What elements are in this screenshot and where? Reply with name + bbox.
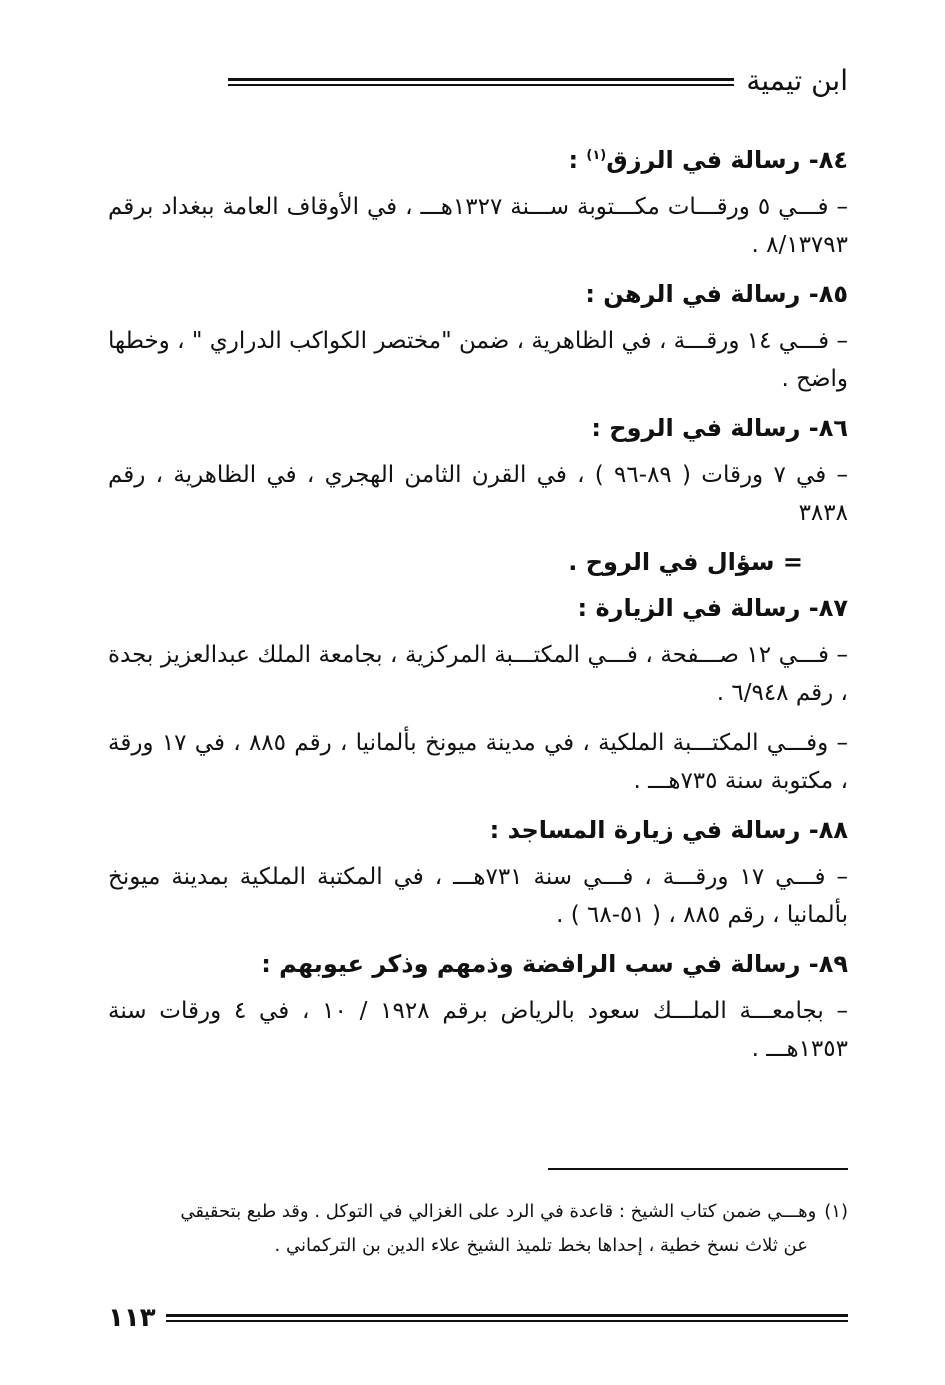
entry-heading: ٨٧- رسالة في الزيارة : [577,594,848,622]
footnote [108,1195,848,1263]
entry-text: – في ٧ ورقات ( ٨٩-٩٦ ) ، في القرن الثامن الهجري ، في الظاهرية ، رقم ٣٨٣٨ [108,462,848,526]
entry-text: – فـــي ٥ ورقـــات مكـــتوبة ســـنة ١٣٢٧هـــ ، في الأوقاف العامة ببغداد برقم ٨/١٣٧٩٣ . [108,194,848,258]
entry-heading: ٨٥- رسالة في الرهن : [585,280,848,308]
footnote-number: (١) [824,1201,848,1222]
cross-reference-heading: = سؤال في الروح . [568,548,803,576]
entry-text: – وفـــي المكتـــبة الملكية ، في مدينة ميونخ بألمانيا ، رقم ٨٨٥ ، في ١٧ ورقة ، مكتوبة سنة ٧٣٥هـــ . [108,730,848,794]
header-rule [228,78,734,86]
footnote-separator [548,1168,848,1170]
entry-heading: ٨٦- رسالة في الروح : [591,414,848,442]
page-footer [108,1298,848,1338]
entry-text: – فـــي ١٧ ورقـــة ، فـــي سنة ٧٣١هـــ ، في المكتبة الملكية بمدينة ميونخ بألمانيا ، رقم ٨٨٥ ، ( ٥١-٦٨ ) . [108,864,848,928]
entry-87 [108,590,848,800]
entry-88 [108,812,848,934]
entry-text: – فـــي ١٤ ورقـــة ، في الظاهرية ، ضمن "مختصر الكواكب الدراري " ، وخطها واضح . [107,328,848,392]
footer-rule [166,1314,848,1322]
page-number: ١١٣ [108,1303,156,1333]
entry-heading: ٨٩- رسالة في سب الرافضة وذمهم وذكر عيوبهم : [261,950,848,978]
entry-heading: ٨٨- رسالة في زيارة المساجد : [489,816,848,844]
entry-text: – فـــي ١٢ صـــفحة ، فـــي المكتـــبة المركزية ، بجامعة الملك عبدالعزيز بجدة ، رقم ٦/٩٤٨ . [108,642,848,706]
main-content [108,138,848,1080]
entry-89 [108,946,848,1068]
footnote-line-1: (١)وهـــي ضمن كتاب الشيخ : قاعدة في الرد على الغزالي في التوكل . وقد طبع بتحقيقي [180,1201,848,1222]
cross-reference [108,544,848,580]
running-header [228,58,848,102]
entry-text: – بجامعـــة الملـــك سعود بالرياض برقم ١٩٢٨ / ١٠ ، في ٤ ورقات سنة ١٣٥٣هـــ . [108,998,848,1062]
entry-85 [108,276,848,398]
header-title: ابن تيمية [746,63,848,97]
entry-86 [108,410,848,532]
entry-84 [108,138,848,264]
footnote-line-2: عن ثلاث نسخ خطية ، إحداها بخط تلميذ الشيخ علاء الدين بن التركماني . [274,1235,808,1256]
entry-heading: ٨٤- رسالة في الرزق$^{(١)}$ : [568,146,848,174]
footnote-ref[interactable]: (١) [586,148,607,163]
